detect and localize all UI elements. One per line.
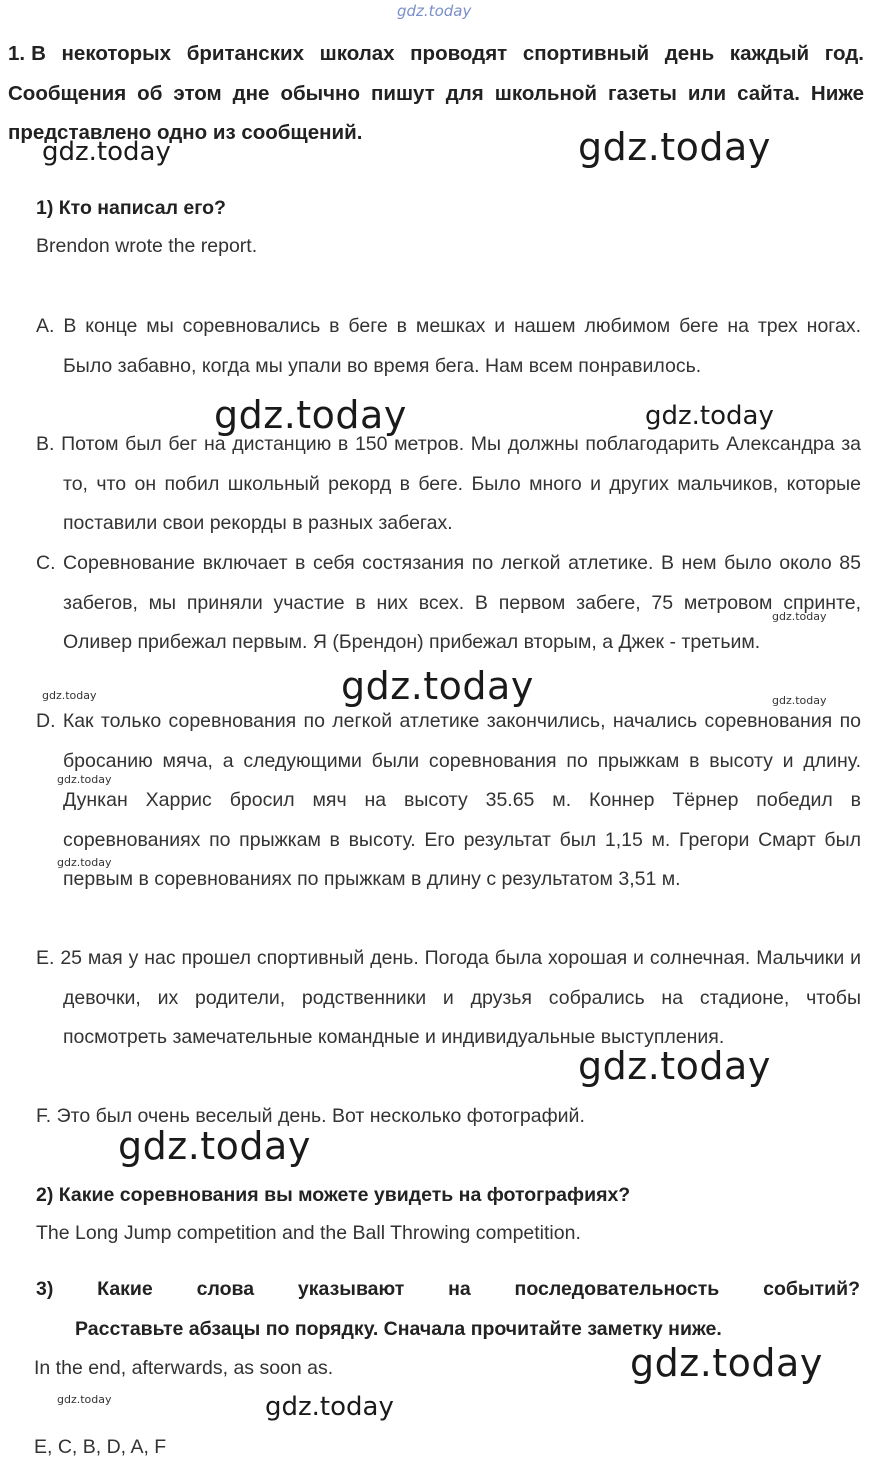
watermark: gdz.today <box>630 1341 823 1385</box>
watermark: gdz.today <box>57 1393 112 1406</box>
paragraph-d: D. Как только соревнования по легкой атлетике закончились, начались соревнования по бросанию мяча, а следующими были соревнования по прыжкам в высоту и длину. Дункан Харрис бросил мяч на высоту 35.65 м. Коннер Тёрнер победил в соревнованиях по прыжкам в высоту. Его результат был 1,15 м. Грегори Смарт был первым в соревнованиях по прыжкам в длину с результатом 3,51 м. <box>36 710 861 890</box>
answer-3-order: E, C, B, D, A, F <box>34 1436 167 1458</box>
watermark: gdz.today <box>57 773 112 786</box>
watermark: gdz.today <box>57 856 112 869</box>
watermark: gdz.today <box>578 125 771 169</box>
answer-2: The Long Jump competition and the Ball Throwing competition. <box>36 1222 581 1244</box>
watermark: gdz.today <box>645 401 774 431</box>
question-3-line-2: Расставьте абзацы по порядку. Сначала прочитайте заметку ниже. <box>75 1317 722 1340</box>
question-2: 2) Какие соревнования вы можете увидеть на фотографиях? <box>36 1184 631 1206</box>
watermark: gdz.today <box>772 610 827 623</box>
paragraph-a: A. В конце мы соревновались в беге в мешках и нашем любимом беге на трех ногах. Было забавно, когда мы упали во время бега. Нам всем понравилось. <box>36 315 861 377</box>
paragraph-c: C. Соревнование включает в себя состязания по легкой атлетике. В нем было около 85 забегов, мы приняли участие в них всех. В первом забеге, 75 метровом спринте, Оливер прибежал первым. Я (Брендон) прибежал вторым, а Джек - третьим. <box>36 552 861 653</box>
paragraph-f: F. Это был очень веселый день. Вот несколько фотографий. <box>36 1105 585 1127</box>
answer-1: Brendon wrote the report. <box>36 235 258 257</box>
answer-3-words: In the end, afterwards, as soon as. <box>34 1357 334 1379</box>
watermark: gdz.today <box>42 137 171 167</box>
paragraph-b: B. Потом был бег на дистанцию в 150 метров. Мы должны поблагодарить Александра за то, что он побил школьный рекорд в беге. Было много и других мальчиков, которые поставили свои рекорды в разных забегах. <box>36 433 861 534</box>
watermark: gdz.today <box>42 689 97 702</box>
task-text: В некоторых британских школах проводят спортивный день каждый год. Сообщения об этом дне обычно пишут для школьной газеты или сайта. Ниже представлено одно из сообщений. <box>8 42 864 144</box>
task-number: 1. <box>8 42 26 65</box>
paragraph-e: E. 25 мая у нас прошел спортивный день. Погода была хорошая и солнечная. Мальчики и девочки, их родители, родственники и друзья собрались на стадионе, чтобы посмотреть замечательные командные и индивидуальные выступления. <box>36 947 861 1048</box>
question-1: 1) Кто написал его? <box>36 197 226 219</box>
watermark: gdz.today <box>578 1044 771 1088</box>
question-3-line-1: 3) Какие слова указывают на последовательность событий? <box>36 1278 860 1300</box>
watermark: gdz.today <box>265 1392 394 1422</box>
watermark: gdz.today <box>214 393 407 437</box>
watermark: gdz.today <box>772 694 827 707</box>
watermark: gdz.today <box>118 1124 311 1168</box>
watermark: gdz.today <box>341 664 534 708</box>
question-3 <box>36 1270 860 1349</box>
watermark-top: gdz.today <box>397 2 472 20</box>
